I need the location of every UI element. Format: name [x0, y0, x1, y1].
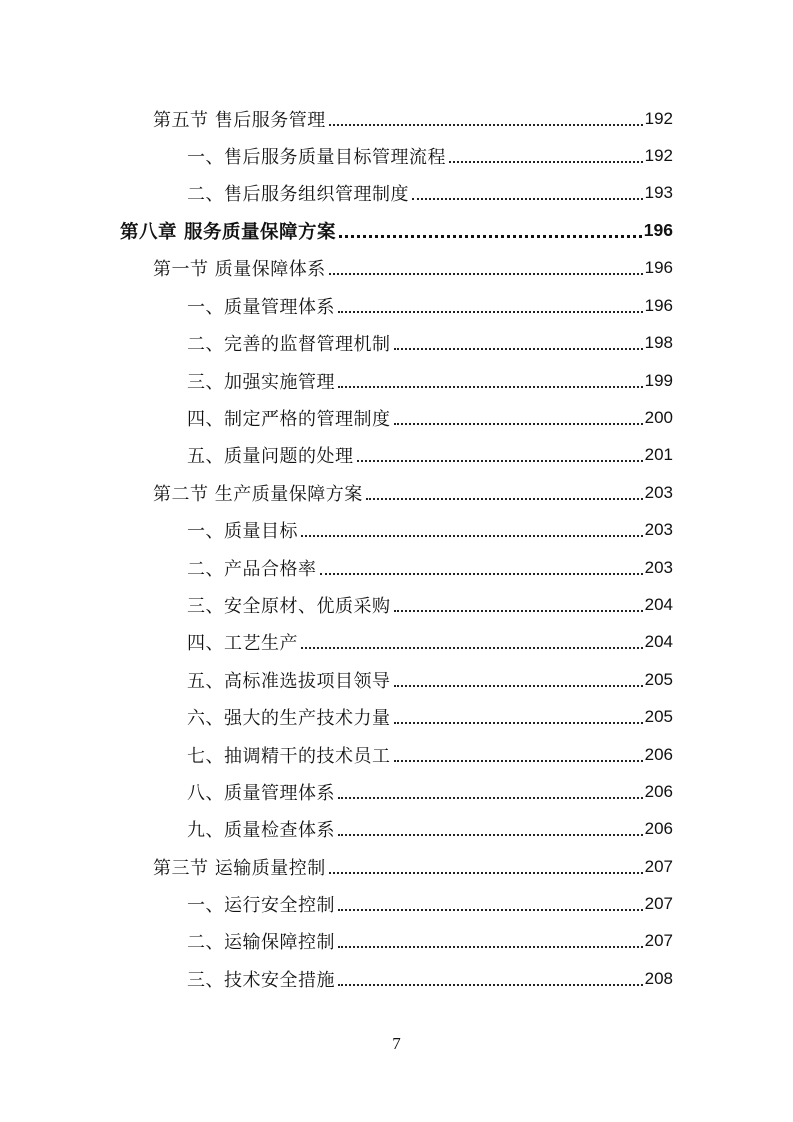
toc-entry-page: 206 — [644, 781, 673, 801]
toc-entry-page: 203 — [644, 482, 673, 502]
toc-entry-subsection[interactable] — [0, 698, 793, 735]
dot-leader — [329, 124, 643, 126]
toc-entry-title: 一、售后服务质量目标管理流程 — [187, 147, 446, 169]
toc-entry-title: 九、质量检查体系 — [187, 820, 335, 842]
toc-entry-subsection[interactable] — [0, 661, 793, 698]
toc-entry-page: 207 — [644, 931, 673, 951]
toc-entry-subsection[interactable] — [0, 885, 793, 922]
toc-entry-title: 第三节 运输质量控制 — [153, 857, 326, 879]
dot-leader — [338, 797, 643, 799]
toc-entry-subsection[interactable] — [0, 960, 793, 997]
toc-entry-title: 第二节 生产质量保障方案 — [153, 483, 363, 505]
toc-entry-title: 四、工艺生产 — [187, 633, 298, 655]
dot-leader — [320, 573, 643, 575]
dot-leader — [329, 872, 643, 874]
toc-entry-subsection[interactable] — [0, 437, 793, 474]
toc-entry-chapter[interactable] — [0, 212, 793, 250]
toc-entry-page: 203 — [644, 520, 673, 540]
toc-entry-section[interactable] — [0, 848, 793, 885]
toc-entry-subsection[interactable] — [0, 362, 793, 399]
toc-entry-title: 五、高标准选拔项目领导 — [187, 670, 391, 692]
toc-entry-subsection[interactable] — [0, 549, 793, 586]
toc-entry-page: 192 — [644, 108, 673, 128]
toc-entry-title: 二、完善的监督管理机制 — [187, 334, 391, 356]
toc-entry-section[interactable] — [0, 100, 793, 137]
dot-leader — [394, 348, 643, 350]
toc-entry-title: 三、技术安全措施 — [187, 969, 335, 991]
toc-entry-page: 206 — [644, 819, 673, 839]
toc-entry-subsection[interactable] — [0, 736, 793, 773]
toc-entry-title: 第五节 售后服务管理 — [153, 109, 326, 131]
toc-entry-subsection[interactable] — [0, 512, 793, 549]
toc-entry-title: 七、抽调精干的技术员工 — [187, 745, 391, 767]
toc-entry-subsection[interactable] — [0, 287, 793, 324]
toc-entry-subsection[interactable] — [0, 325, 793, 362]
toc-entry-title: 二、运输保障控制 — [187, 932, 335, 954]
toc-entry-section[interactable] — [0, 250, 793, 287]
toc-entry-title: 一、质量管理体系 — [187, 296, 335, 318]
dot-leader — [301, 647, 643, 649]
dot-leader — [394, 610, 643, 612]
toc-entry-title: 一、运行安全控制 — [187, 895, 335, 917]
dot-leader — [338, 386, 643, 388]
toc-entry-title: 八、质量管理体系 — [187, 782, 335, 804]
toc-entry-page: 205 — [644, 669, 673, 689]
toc-entry-page: 193 — [644, 183, 673, 203]
toc-entry-page: 205 — [644, 707, 673, 727]
toc-entry-page: 207 — [644, 856, 673, 876]
dot-leader — [301, 535, 643, 537]
dot-leader — [329, 273, 643, 275]
toc-entry-page: 207 — [644, 894, 673, 914]
dot-leader — [338, 984, 643, 986]
toc-entry-subsection[interactable] — [0, 923, 793, 960]
toc-entry-page: 203 — [644, 557, 673, 577]
dot-leader — [357, 460, 643, 462]
toc-entry-section[interactable] — [0, 474, 793, 511]
toc-entry-page: 199 — [644, 370, 673, 390]
toc-entry-title: 第一节 质量保障体系 — [153, 259, 326, 281]
toc-entry-title: 五、质量问题的处理 — [187, 446, 354, 468]
toc-entry-page: 201 — [644, 445, 673, 465]
toc-entry-title: 二、售后服务组织管理制度 — [187, 184, 409, 206]
toc-entry-subsection[interactable] — [0, 773, 793, 810]
dot-leader — [338, 311, 643, 313]
page-number: 7 — [392, 1034, 401, 1053]
dot-leader — [394, 722, 643, 724]
dot-leader — [394, 685, 643, 687]
toc-entry-page: 204 — [644, 632, 673, 652]
toc-entry-title: 四、制定严格的管理制度 — [187, 409, 391, 431]
toc-entry-subsection[interactable] — [0, 175, 793, 212]
toc-entry-subsection[interactable] — [0, 811, 793, 848]
dot-leader — [394, 760, 643, 762]
toc-entry-subsection[interactable] — [0, 624, 793, 661]
toc-entry-title: 一、质量目标 — [187, 521, 298, 543]
toc-entry-subsection[interactable] — [0, 586, 793, 623]
toc-entry-subsection[interactable] — [0, 399, 793, 436]
toc-entry-page: 200 — [644, 408, 673, 428]
table-of-contents — [0, 100, 793, 998]
dot-leader — [394, 423, 643, 425]
toc-entry-page: 196 — [643, 220, 673, 241]
toc-entry-page: 206 — [644, 744, 673, 764]
toc-entry-page: 204 — [644, 594, 673, 614]
toc-entry-subsection[interactable] — [0, 137, 793, 174]
dot-leader — [339, 235, 642, 238]
dot-leader — [449, 161, 643, 163]
toc-entry-title: 二、产品合格率 — [187, 558, 317, 580]
dot-leader — [338, 946, 643, 948]
dot-leader — [412, 198, 643, 200]
toc-entry-title: 三、加强实施管理 — [187, 371, 335, 393]
toc-entry-page: 208 — [644, 968, 673, 988]
toc-entry-page: 196 — [644, 258, 673, 278]
toc-entry-title: 六、强大的生产技术力量 — [187, 708, 391, 730]
toc-entry-page: 196 — [644, 295, 673, 315]
toc-entry-page: 198 — [644, 333, 673, 353]
dot-leader — [338, 834, 643, 836]
toc-entry-title: 三、安全原材、优质采购 — [187, 595, 391, 617]
toc-entry-page: 192 — [644, 146, 673, 166]
dot-leader — [366, 498, 643, 500]
dot-leader — [338, 909, 643, 911]
toc-entry-title: 第八章 服务质量保障方案 — [120, 221, 336, 243]
